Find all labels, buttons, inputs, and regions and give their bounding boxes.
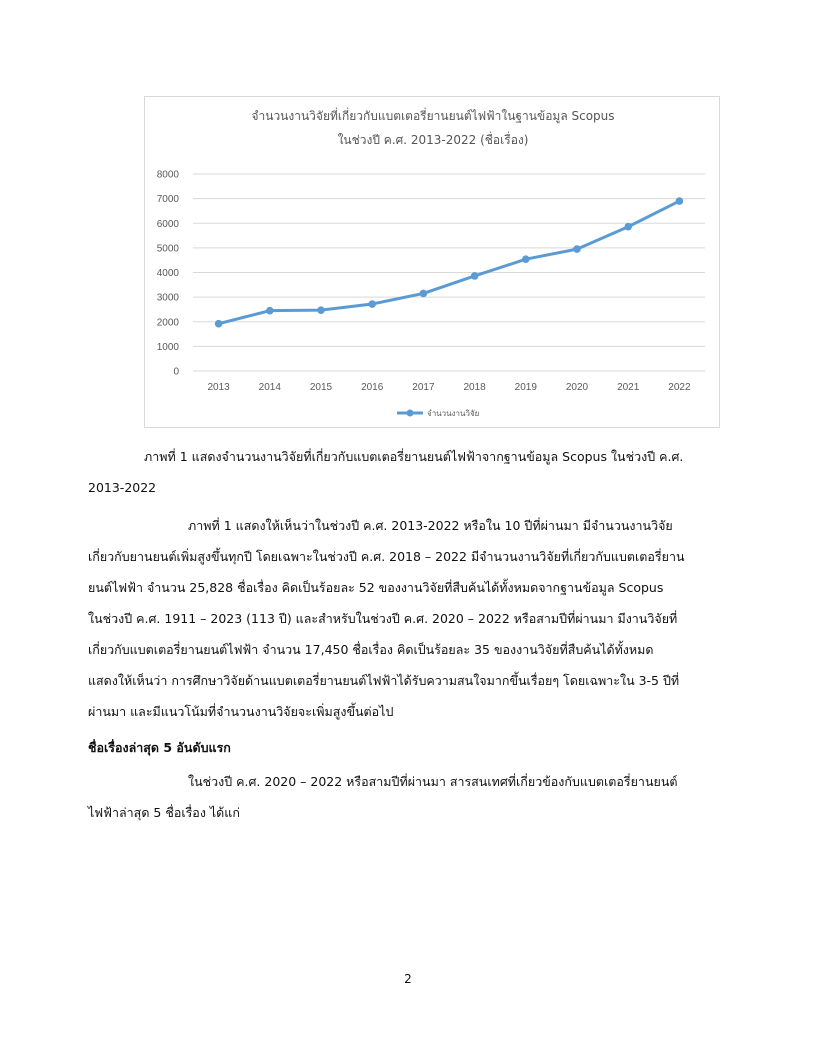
- paragraph-2: [88, 766, 728, 828]
- y-tick-label: 8000: [156, 169, 179, 181]
- page-number: 2: [404, 972, 412, 986]
- paragraph-1-line: แสดงให้เห็นว่า การศึกษาวิจัยด้านแบตเตอรี่ยานยนต์ไฟฟ้าได้รับความสนใจมากขึ้นเรื่อยๆ โดยเฉพาะใน 3-5 ปีที่: [88, 673, 680, 688]
- y-tick-label: 7000: [156, 194, 179, 206]
- paragraph-1-line: ในช่วงปี ค.ศ. 1911 – 2023 (113 ปี) และสำหรับในช่วงปี ค.ศ. 2020 – 2022 หรือสามปีที่ผ่านมา มีงานวิจัยที่: [88, 611, 678, 626]
- figure-caption: [88, 441, 728, 503]
- line-chart: [145, 97, 721, 429]
- legend-marker: [407, 410, 414, 417]
- x-tick-label: 2021: [617, 382, 640, 393]
- x-tick-label: 2016: [361, 382, 384, 393]
- x-tick-label: 2014: [258, 382, 281, 393]
- y-tick-label: 1000: [156, 341, 179, 353]
- legend-label: จำนวนงานวิจัย: [427, 409, 480, 418]
- data-point: [676, 197, 684, 205]
- caption-line-2: 2013-2022: [88, 480, 157, 495]
- data-point: [471, 272, 479, 280]
- x-tick-label: 2017: [412, 382, 435, 393]
- x-tick-label: 2013: [207, 382, 230, 393]
- x-tick-label: 2022: [668, 382, 691, 393]
- paragraph-1-line: ผ่านมา และมีแนวโน้มที่จำนวนงานวิจัยจะเพิ่มสูงขึ้นต่อไป: [88, 704, 394, 719]
- data-point: [215, 320, 223, 328]
- x-tick-label: 2018: [463, 382, 486, 393]
- data-point: [317, 306, 325, 314]
- paragraph-1-line: เกี่ยวกับแบตเตอรี่ยานยนต์ไฟฟ้า จำนวน 17,450 ชื่อเรื่อง คิดเป็นร้อยละ 35 ของงานวิจัยที่สืบค้นได้ทั้งหมด: [88, 642, 654, 657]
- data-point: [368, 300, 376, 308]
- x-tick-label: 2019: [514, 382, 537, 393]
- y-tick-label: 0: [173, 366, 179, 378]
- data-point: [522, 255, 530, 263]
- data-point: [266, 307, 274, 315]
- paragraph-1: [88, 510, 728, 727]
- paragraph-1-line: เกี่ยวกับยานยนต์เพิ่มสูงขึ้นทุกปี โดยเฉพาะในช่วงปี ค.ศ. 2018 – 2022 มีจำนวนงานวิจัยที่เกี่ยวกับแบตเตอรี่ยาน: [88, 549, 685, 564]
- chart-title: จำนวนงานวิจัยที่เกี่ยวกับแบตเตอรี่ยานยนต์ไฟฟ้าในฐานข้อมูล Scopus: [251, 109, 615, 123]
- data-point: [624, 223, 632, 231]
- section-heading: ชื่อเรื่องล่าสุด 5 อันดับแรก: [88, 740, 231, 755]
- paragraph-2-line: ในช่วงปี ค.ศ. 2020 – 2022 หรือสามปีที่ผ่านมา สารสนเทศที่เกี่ยวข้องกับแบตเตอรี่ยานยนต์: [188, 774, 678, 789]
- x-tick-label: 2020: [565, 382, 589, 393]
- y-tick-label: 5000: [156, 243, 179, 255]
- paragraph-1-line: ยนต์ไฟฟ้า จำนวน 25,828 ชื่อเรื่อง คิดเป็นร้อยละ 52 ของงานวิจัยที่สืบค้นได้ทั้งหมดจากฐานข้อมูล Scopus: [88, 580, 664, 595]
- series-line: [219, 201, 680, 324]
- data-point: [420, 290, 428, 298]
- chart-container: [144, 96, 720, 428]
- y-tick-label: 6000: [156, 218, 179, 230]
- chart-subtitle: ในช่วงปี ค.ศ. 2013-2022 (ชื่อเรื่อง): [337, 133, 529, 147]
- y-tick-label: 2000: [156, 317, 179, 329]
- x-tick-label: 2015: [309, 382, 333, 393]
- y-tick-label: 4000: [156, 268, 179, 279]
- paragraph-1-line: ภาพที่ 1 แสดงให้เห็นว่าในช่วงปี ค.ศ. 2013-2022 หรือใน 10 ปีที่ผ่านมา มีจำนวนงานวิจัย: [188, 518, 673, 533]
- caption-line-1: ภาพที่ 1 แสดงจำนวนงานวิจัยที่เกี่ยวกับแบตเตอรี่ยานยนต์ไฟฟ้าจากฐานข้อมูล Scopus ในช่วงปี ค.ศ.: [144, 449, 684, 464]
- data-point: [573, 245, 581, 253]
- paragraph-2-line: ไฟฟ้าล่าสุด 5 ชื่อเรื่อง ได้แก่: [88, 805, 240, 820]
- y-tick-label: 3000: [156, 292, 179, 304]
